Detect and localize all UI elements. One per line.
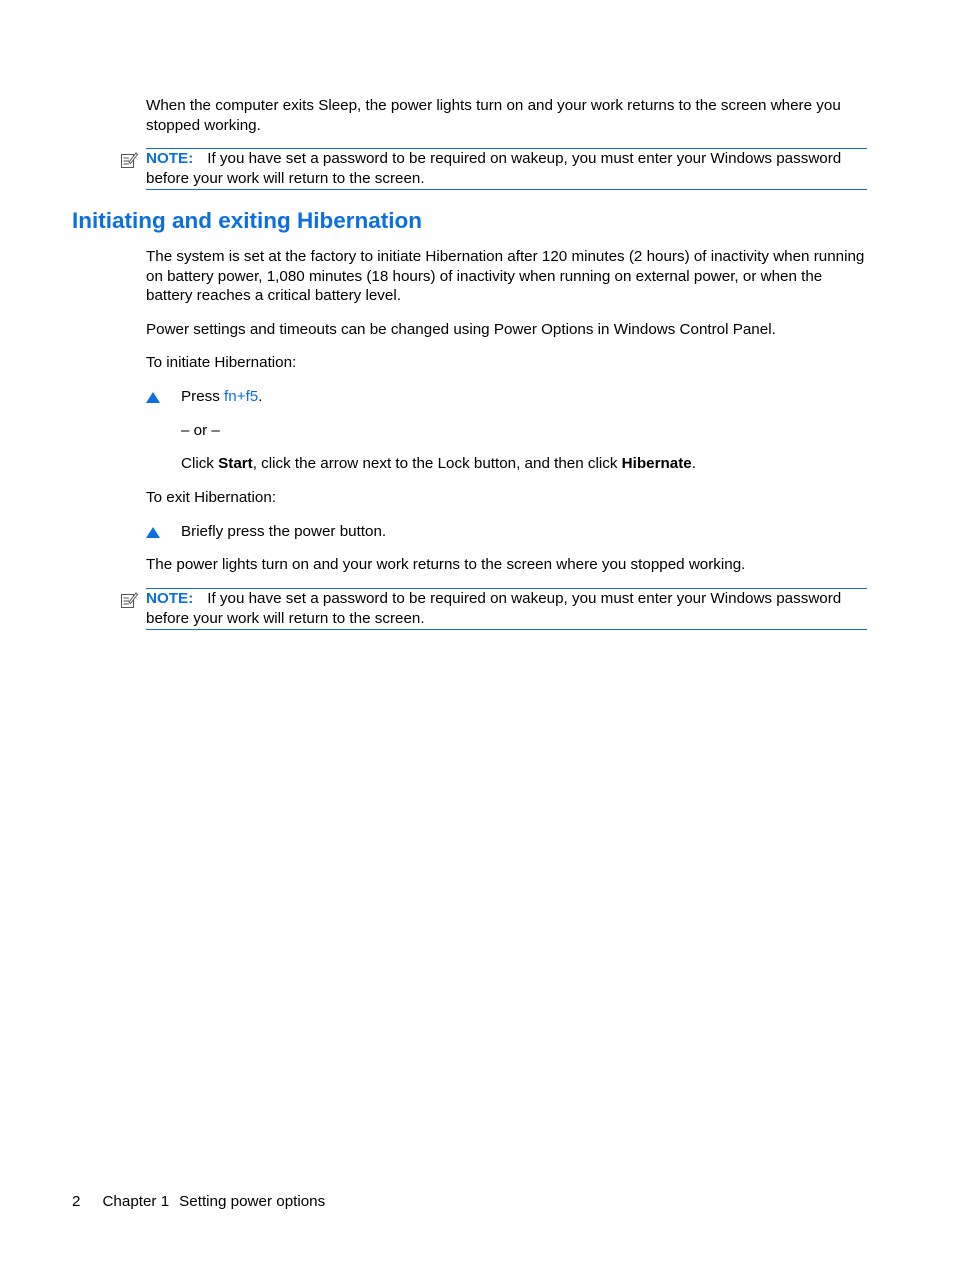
exit-intro [146,488,868,508]
initiate-intro [146,353,868,373]
note-2-text [146,589,867,628]
step-press-power-text: Briefly press the power button. [181,523,387,540]
step-press-suffix: . [258,388,263,405]
step-click-text [181,454,696,474]
paragraph-power-settings [146,320,868,340]
click-a: Click [181,455,219,472]
chapter-title: Setting power options [179,1193,326,1210]
start-term: Start [218,455,253,472]
click-b: , click the arrow next to the Lock button, and then click [252,455,622,472]
triangle-bullet-icon [146,392,160,403]
note-box-2 [146,588,867,630]
page-number: 2 [72,1193,81,1210]
note-box-1 [146,148,867,190]
note-1-label: NOTE: [146,150,194,167]
hibernate-term: Hibernate [621,455,692,472]
step-press-text [181,387,262,407]
intro-text: When the computer exits Sleep, the power lights turn on and your work returns to the screen where you stopped working. [146,97,841,134]
note-2-label: NOTE: [146,590,194,607]
result-text: The power lights turn on and your work returns to the screen where you stopped working. [146,556,746,573]
or-text: – or – [181,422,220,439]
exit-intro-text: To exit Hibernation: [146,489,277,506]
intro-paragraph [146,96,868,135]
paragraph-power-settings-text: Power settings and timeouts can be changed using Power Options in Windows Control Panel. [146,321,776,338]
paragraph-factory-settings-text: The system is set at the factory to initiate Hibernation after 120 minutes (2 hours) of inactivity when running on battery power, 1,080 minutes (18 hours) of inactivity when running on external power, or when the battery reaches a critical battery level. [146,248,865,305]
note-pencil-icon [120,591,138,609]
fn-f5-key-link[interactable]: fn+f5 [224,388,259,405]
step-press-prefix: Press [181,388,225,405]
note-pencil-icon [120,151,138,169]
click-c: . [691,455,696,472]
note-1-body: If you have set a password to be required on wakeup, you must enter your Windows password before your work will return to the screen. [146,150,842,187]
section-heading: Initiating and exiting Hibernation [72,208,423,233]
result-paragraph [146,555,868,575]
triangle-bullet-icon [146,527,160,538]
note-1-text [146,149,867,188]
page-footer [72,1192,325,1212]
note-2-body: If you have set a password to be required on wakeup, you must enter your Windows password before your work will return to the screen. [146,590,842,627]
chapter-label: Chapter 1 [102,1193,170,1210]
paragraph-factory-settings [146,247,868,306]
initiate-intro-text: To initiate Hibernation: [146,354,297,371]
